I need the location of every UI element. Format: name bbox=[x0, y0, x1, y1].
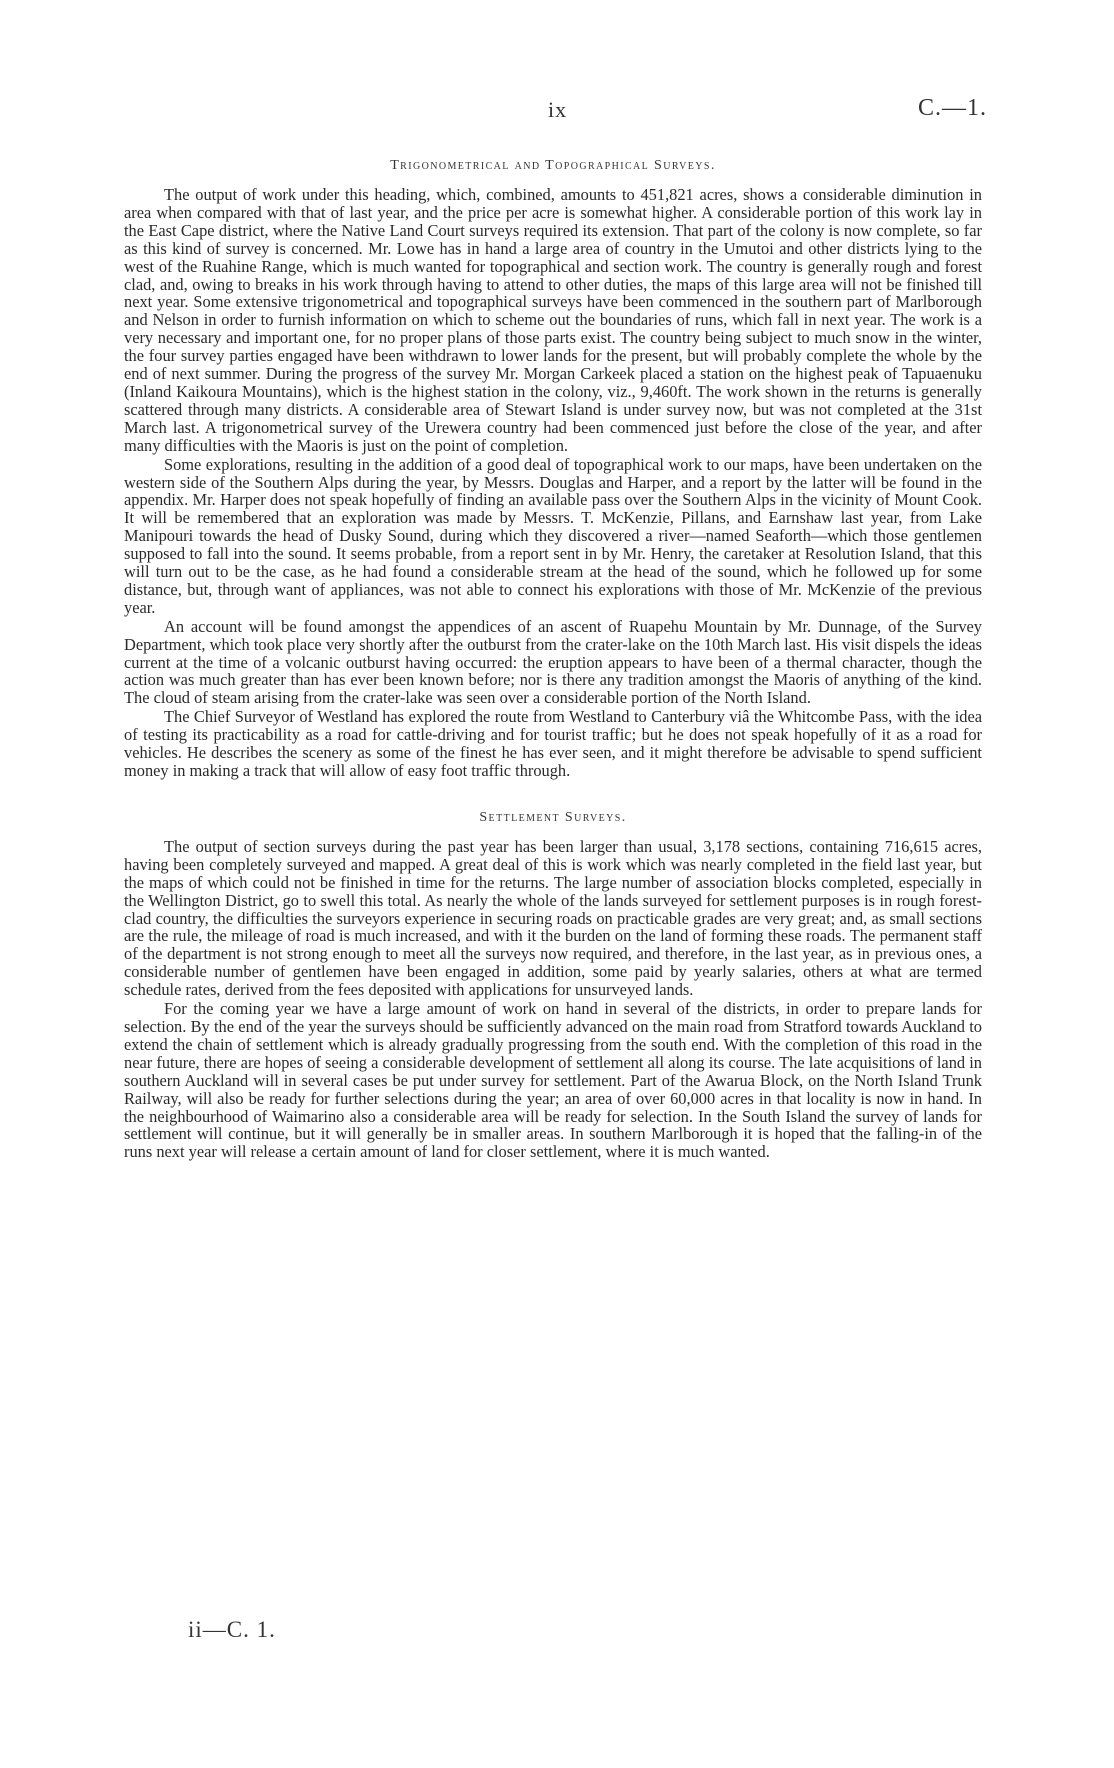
paragraph: The output of work under this heading, which, combined, amounts to 451,821 acres, shows a considerable diminution in area when compared with that of last year, and the price per acre is somewhat higher. A considerable portion of this work lay in the East Cape district, where the Native Land Court surveys required its extension. That part of the colony is now complete, so far as this kind of survey is concerned. Mr. Lowe has in hand a large area of country in the Umutoi and other districts lying to the west of the Ruahine Range, which is much wanted for topographical and section work. The country is generally rough and forest clad, and, owing to breaks in his work through having to attend to other duties, the maps of this large area will not be finished till next year. Some extensive trigonometrical and topographical surveys have been commenced in the southern part of Marlborough and Nelson in order to furnish information on which to scheme out the boundaries of runs, which fall in next year. The work is a very necessary and important one, for no proper plans of those parts exist. The country being subject to much snow in the winter, the four survey parties engaged have been withdrawn to lower lands for the present, but will probably complete the whole by the end of next summer. During the progress of the survey Mr. Morgan Carkeek placed a station on the highest peak of Tapuaenuku (Inland Kaikoura Mountains), which is the highest station in the colony, viz., 9,460ft. The work shown in the returns is generally scattered through many districts. A considerable area of Stewart Island is under survey now, but was not completed at the 31st March last. A trigonometrical survey of the Urewera country had been commenced just before the close of the year, and after many difficulties with the Maoris is just on the point of completion. bbox=[124, 185, 982, 455]
document-body bbox=[124, 158, 982, 1162]
paragraph: For the coming year we have a large amount of work on hand in several of the districts, in order to prepare lands for selection. By the end of the year the surveys should be sufficiently advanced on the main road from Stratford towards Auckland to extend the chain of settlement which is already gradually progressing from the south end. With the completion of this road in the near future, there are hopes of seeing a considerable development of settlement all along its course. The late acquisitions of land in southern Auckland will in several cases be put under survey for settlement. Part of the Awarua Block, on the North Island Trunk Railway, will also be ready for further selections during the year; an area of over 60,000 acres in that locality is now in hand. In the neighbourhood of Waimarino also a considerable area will be ready for selection. In the South Island the survey of lands for settlement will continue, but it will generally be in smaller areas. In southern Marlborough it is hoped that the falling-in of the runs next year will release a certain amount of land for closer settlement, where it is much wanted. bbox=[124, 999, 982, 1162]
paragraph: The output of section surveys during the past year has been larger than usual, 3,178 sections, containing 716,615 acres, having been completely surveyed and mapped. A great deal of this is work which was nearly completed in the field last year, but the maps of which could not be finished in time for the returns. The large number of association blocks completed, especially in the Wellington District, go to swell this total. As nearly the whole of the lands surveyed for settlement purposes is in rough forest-clad country, the difficulties the surveyors experience in securing roads on practicable grades are very great; and, as small sections are the rule, the mileage of road is much increased, and with it the burden on the land of forming these roads. The permanent staff of the department is not strong enough to meet all the surveys now required, and therefore, in the last year, as in previous ones, a considerable number of gentlemen have been engaged in addition, some paid by yearly salaries, others at what are termed schedule rates, derived from the fees deposited with applications for unsurveyed lands. bbox=[124, 836, 982, 1000]
paragraph: Some explorations, resulting in the addition of a good deal of topographical work to our maps, have been undertaken on the western side of the Southern Alps during the year, by Messrs. Douglas and Harper, and a report by the latter will be found in the appendix. Mr. Harper does not speak hopefully of finding an available pass over the Southern Alps in the vicinity of Mount Cook. It will be remembered that an exploration was made by Messrs. T. McKenzie, Pillans, and Earnshaw last year, from Lake Manipouri towards the head of Dusky Sound, during which they discovered a river—named Seaforth—which those gentlemen supposed to fall into the sound. It seems probable, from a report sent in by Mr. Henry, the caretaker at Resolution Island, that this will turn out to be the case, as he had found a considerable stream at the head of the sound, which he followed up for some distance, but, through want of appliances, was not able to connect his explorations with those of Mr. McKenzie of the previous year. bbox=[124, 454, 982, 617]
paragraph: An account will be found amongst the appendices of an ascent of Ruapehu Mountain by Mr. Dunnage, of the Survey Department, which took place very shortly after the outburst from the crater-lake on the 10th March last. His visit dispels the ideas current at the time of a volcanic outburst having occurred: the eruption appears to have been of a thermal character, though the action was much greater than has ever been known before; nor is there any tradition amongst the Maoris of anything of the kind. The cloud of steam arising from the crater-lake was seen over a considerable portion of the North Island. bbox=[124, 616, 982, 708]
page-reference: C.—1. bbox=[918, 95, 988, 121]
section-heading-trigonometrical: Trigonometrical and Topographical Surveys. bbox=[390, 158, 716, 173]
section-heading-settlement: Settlement Surveys. bbox=[479, 809, 627, 825]
signature-mark: ii—C. 1. bbox=[188, 1617, 276, 1642]
page-number: ix bbox=[548, 97, 568, 122]
paragraph: The Chief Surveyor of Westland has explored the route from Westland to Canterbury viâ the Whitcombe Pass, with the idea of testing its practicability as a road for cattle-driving and for tourist traffic; but he does not speak hopefully of it as a road for vehicles. He describes the scenery as some of the finest he has ever seen, and it might therefore be advisable to spend sufficient money in making a track that will allow of easy foot traffic through. bbox=[124, 707, 982, 780]
